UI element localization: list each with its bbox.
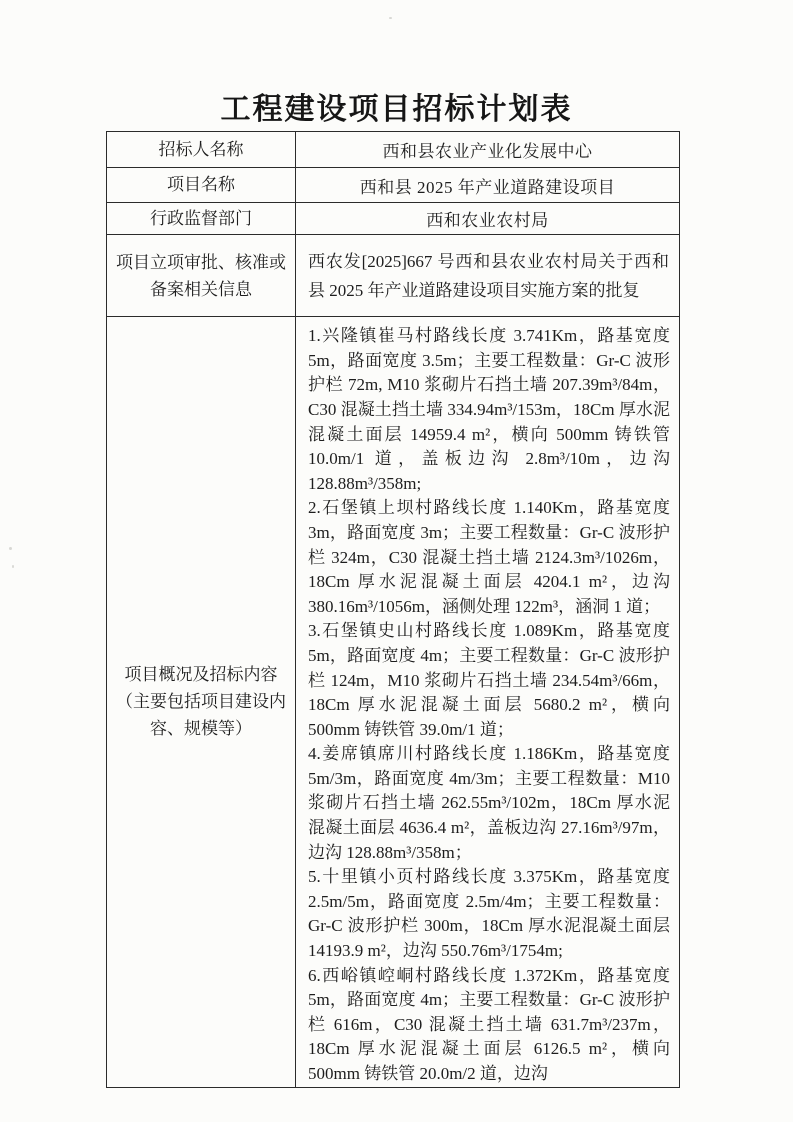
table-row-project-name — [107, 168, 680, 203]
bidding-plan-table — [106, 131, 680, 1088]
document-title: 工程建设项目招标计划表 — [220, 93, 573, 126]
project-overview-label: 项目概况及招标内容（主要包括项目建设内容、规模等） — [107, 317, 296, 1087]
approval-info-value: 西农发[2025]667 号西和县农业农村局关于西和县 2025 年产业道路建设项目实施方案的批复 — [296, 235, 680, 317]
supervisory-dept-label: 行政监督部门 — [107, 203, 296, 235]
project-item-paragraph: 6.西峪镇崆峒村路线长度 1.372Km，路基宽度 5m，路面宽度 4m；主要工程数量：Gr-C 波形护栏 616m，C30 混凝土挡土墙 631.7m³/237m，18Cm 厚水泥混凝土面层 6126.5 m²，横向 500mm 铸铁管 20.0m/2 道，边沟 — [308, 965, 670, 1083]
project-overview-value — [296, 317, 680, 1087]
project-name-value: 西和县 2025 年产业道路建设项目 — [296, 168, 680, 203]
scan-speck — [389, 17, 392, 19]
supervisory-dept-value: 西和农业农村局 — [296, 203, 680, 235]
project-item-paragraph: 1.兴隆镇崔马村路线长度 3.741Km，路基宽度 5m，路面宽度 3.5m；主要工程数量：Gr-C 波形护栏 72m, M10 浆砌片石挡土墙 207.39m³/84m，C30 混凝土挡土墙 334.94m³/153m，18Cm 厚水泥混凝土面层 14959.4 m²，横向 500mm 铸铁管 10.0m/1 道，盖板边沟 2.8m³/10m，边沟 128.88m³/358m; — [308, 326, 670, 493]
project-item-paragraph: 5.十里镇小页村路线长度 3.375Km，路基宽度 2.5m/5m，路面宽度 2.5m/4m；主要工程数量：Gr-C 波形护栏 300m，18Cm 厚水泥混凝土面层 14193.9 m²，边沟 550.76m³/1754m; — [308, 867, 670, 961]
project-name-label: 项目名称 — [107, 168, 296, 203]
approval-info-label: 项目立项审批、核准或备案相关信息 — [107, 235, 296, 317]
project-item-paragraph: 3.石堡镇史山村路线长度 1.089Km，路基宽度 5m，路面宽度 4m；主要工程数量：Gr-C 波形护栏 124m，M10 浆砌片石挡土墙 234.54m³/66m，18Cm 厚水泥混凝土面层 5680.2 m²，横向 500mm 铸铁管 39.0m/1 道； — [308, 621, 670, 739]
table-row-project-overview — [107, 317, 680, 1087]
project-item-paragraph: 4.姜席镇席川村路线长度 1.186Km，路基宽度 5m/3m，路面宽度 4m/3m；主要工程数量：M10 浆砌片石挡土墙 262.55m³/102m，18Cm 厚水泥混凝土面层 4636.4 m²，盖板边沟 27.16m³/97m，边沟 128.88m³/358m； — [308, 744, 670, 862]
table-row-supervisory-dept — [107, 203, 680, 235]
tenderer-name-value: 西和县农业产业化发展中心 — [296, 132, 680, 168]
table-row-approval-info — [107, 235, 680, 317]
project-item-paragraph: 2.石堡镇上坝村路线长度 1.140Km，路基宽度 3m，路面宽度 3m；主要工程数量：Gr-C 波形护栏 324m，C30 混凝土挡土墙 2124.3m³/1026m，18Cm 厚水泥混凝土面层 4204.1 m²，边沟 380.16m³/1056m，涵侧处理 122m³，涵洞 1 道； — [308, 498, 670, 616]
scan-speck — [9, 547, 12, 550]
scan-speck — [12, 565, 14, 568]
tenderer-name-label: 招标人名称 — [107, 132, 296, 168]
table-row-tenderer — [107, 132, 680, 168]
